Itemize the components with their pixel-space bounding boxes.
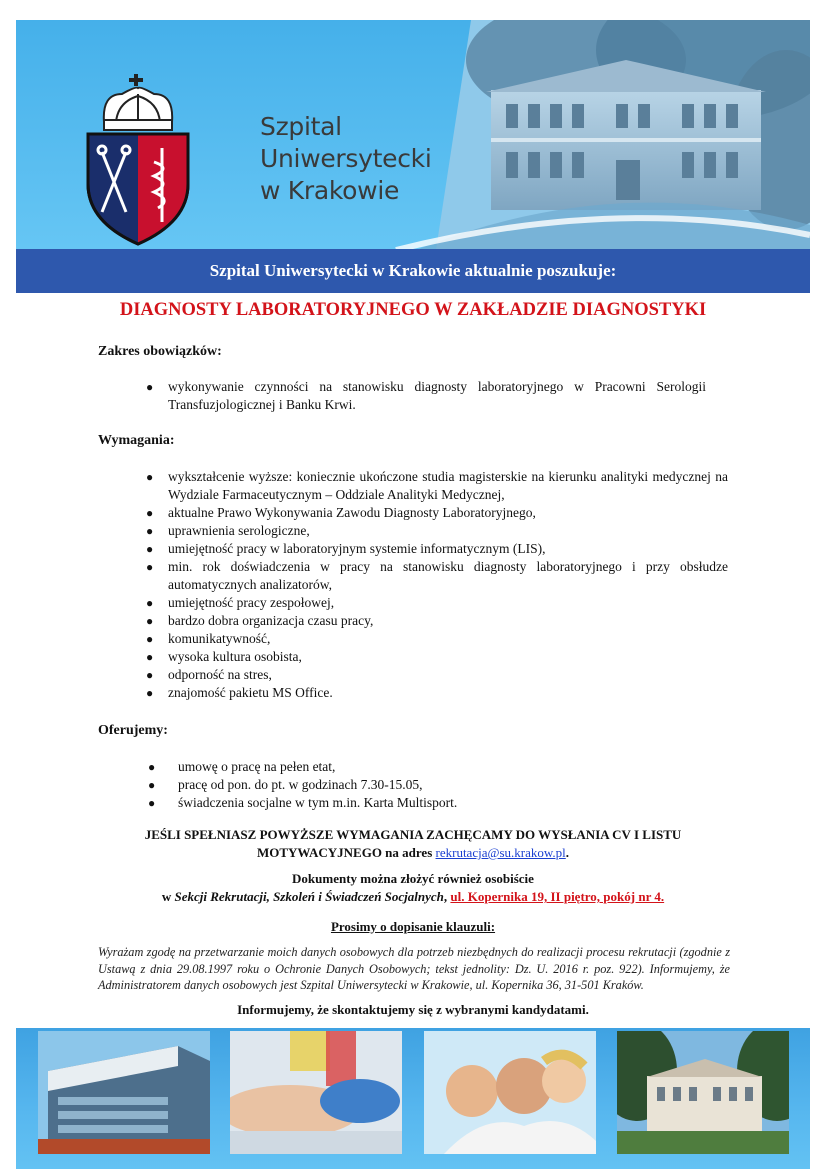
list-item: ● znajomość pakietu MS Office. xyxy=(146,685,333,700)
bullet-icon: ● xyxy=(148,760,156,774)
list-item: ● komunikatywność, xyxy=(146,631,271,646)
logo-text-line-2: Uniwersytecki xyxy=(260,144,432,173)
requirements-list xyxy=(146,468,728,702)
bullet-icon: ● xyxy=(146,614,154,628)
bullet-icon: ● xyxy=(148,778,156,792)
hospital-crest-logo xyxy=(82,72,194,248)
footer-photo-blood-draw xyxy=(230,1031,402,1154)
list-item: ● uprawnienia serologiczne, xyxy=(146,523,310,538)
bullet-icon: ● xyxy=(146,524,154,538)
bullet-icon: ● xyxy=(146,650,154,664)
list-item: ● świadczenia socjalne w tym m.in. Karta Multisport. xyxy=(148,795,458,810)
in-person-line-1: Dokumenty można złożyć również osobiście xyxy=(292,871,534,886)
email-link[interactable]: rekrutacja@su.krakow.pl xyxy=(435,845,566,860)
list-item: ● wysoka kultura osobista, xyxy=(146,649,302,664)
footer-photo-family xyxy=(424,1031,596,1154)
in-person-info xyxy=(0,870,826,906)
bullet-icon: ● xyxy=(146,380,154,394)
offer-heading: Oferujemy: xyxy=(98,723,168,738)
bullet-icon: ● xyxy=(146,596,154,610)
header xyxy=(16,20,810,293)
bullet-icon: ● xyxy=(146,686,154,700)
clause-heading: Prosimy o dopisanie klauzuli: xyxy=(330,919,496,934)
bullet-icon: ● xyxy=(146,668,154,682)
list-item: ● wykonywanie czynności na stanowisku diagnosty laboratoryjnego w Pracowni Serologii Transfuzjologicznej i Banku Krwi. xyxy=(146,379,706,412)
bullet-icon: ● xyxy=(148,796,156,810)
bullet-icon: ● xyxy=(146,542,154,556)
header-banner: Szpital Uniwersytecki w Krakowie aktualnie poszukuje: xyxy=(16,249,810,293)
apply-line-1: JEŚLI SPEŁNIASZ POWYŻSZE WYMAGANIA ZACHĘCAMY DO WYSŁANIA CV I LISTU xyxy=(144,827,682,842)
in-person-line-2: w Sekcji Rekrutacji, Szkoleń i Świadczeń Socjalnych, ul. Kopernika 19, II piętro, pokój nr 4. xyxy=(161,889,665,904)
list-item: ● bardzo dobra organizacja czasu pracy, xyxy=(146,613,374,628)
apply-line-2: MOTYWACYJNEGO na adres rekrutacja@su.krakow.pl. xyxy=(256,845,570,860)
logo-text-line-1: Szpital xyxy=(260,112,342,141)
duties-list xyxy=(146,378,706,414)
list-item: ● odporność na stres, xyxy=(146,667,272,682)
list-item: ● umiejętność pracy zespołowej, xyxy=(146,595,335,610)
office-address: ul. Kopernika 19, II piętro, pokój nr 4. xyxy=(450,889,665,904)
apply-info xyxy=(0,826,826,862)
job-title: DIAGNOSTY LABORATORYJNEGO W ZAKŁADZIE DIAGNOSTYKI xyxy=(119,300,707,320)
list-item: ● umowę o pracę na pełen etat, xyxy=(148,759,336,774)
list-item: ● wykształcenie wyższe: koniecznie ukończone studia magisterskie na kierunku analityki medycznej na Wydziale Farmaceutycznym – Oddziale Analityki Medycznej, xyxy=(146,469,728,502)
logo-text-line-3: w Krakowie xyxy=(260,176,400,205)
bullet-icon: ● xyxy=(146,560,154,574)
footer-photo-modern-building xyxy=(38,1031,210,1154)
recruitment-section-name: Sekcji Rekrutacji, Szkoleń i Świadczeń Socjalnych xyxy=(174,889,444,904)
closing-note: Informujemy, że skontaktujemy się z wybranymi kandydatami. xyxy=(237,1002,589,1017)
list-item: ● pracę od pon. do pt. w godzinach 7.30-15.05, xyxy=(148,777,423,792)
list-item: ● umiejętność pracy w laboratoryjnym systemie informatycznym (LIS), xyxy=(146,541,546,556)
requirements-heading: Wymagania: xyxy=(98,433,175,448)
footer-photo-historic-building xyxy=(617,1031,789,1154)
bullet-icon: ● xyxy=(146,632,154,646)
bullet-icon: ● xyxy=(146,506,154,520)
offer-list xyxy=(148,758,648,812)
list-item: ● aktualne Prawo Wykonywania Zawodu Diagnosty Laboratoryjnego, xyxy=(146,505,536,520)
consent-clause-text: Wyrażam zgodę na przetwarzanie moich danych osobowych dla potrzeb niezbędnych do realizacji procesu rekrutacji (zgodnie z Ustawą z dnia 29.08.1997 roku o Ochronie Danych Osobowych; tekst jednolity: Dz. U. 2016 r. poz. 922). Informujemy, że Administratorem danych osobowych jest Szpital Uniwersytecki w Krakowie, ul. Kopernika 36, 31-501 Kraków. xyxy=(98,945,730,992)
bullet-icon: ● xyxy=(146,470,154,484)
duties-heading: Zakres obowiązków: xyxy=(98,344,222,359)
list-item: ● min. rok doświadczenia w pracy na stanowisku diagnosty laboratoryjnego i przy obsłudze automatycznych analizatorów, xyxy=(146,559,728,592)
